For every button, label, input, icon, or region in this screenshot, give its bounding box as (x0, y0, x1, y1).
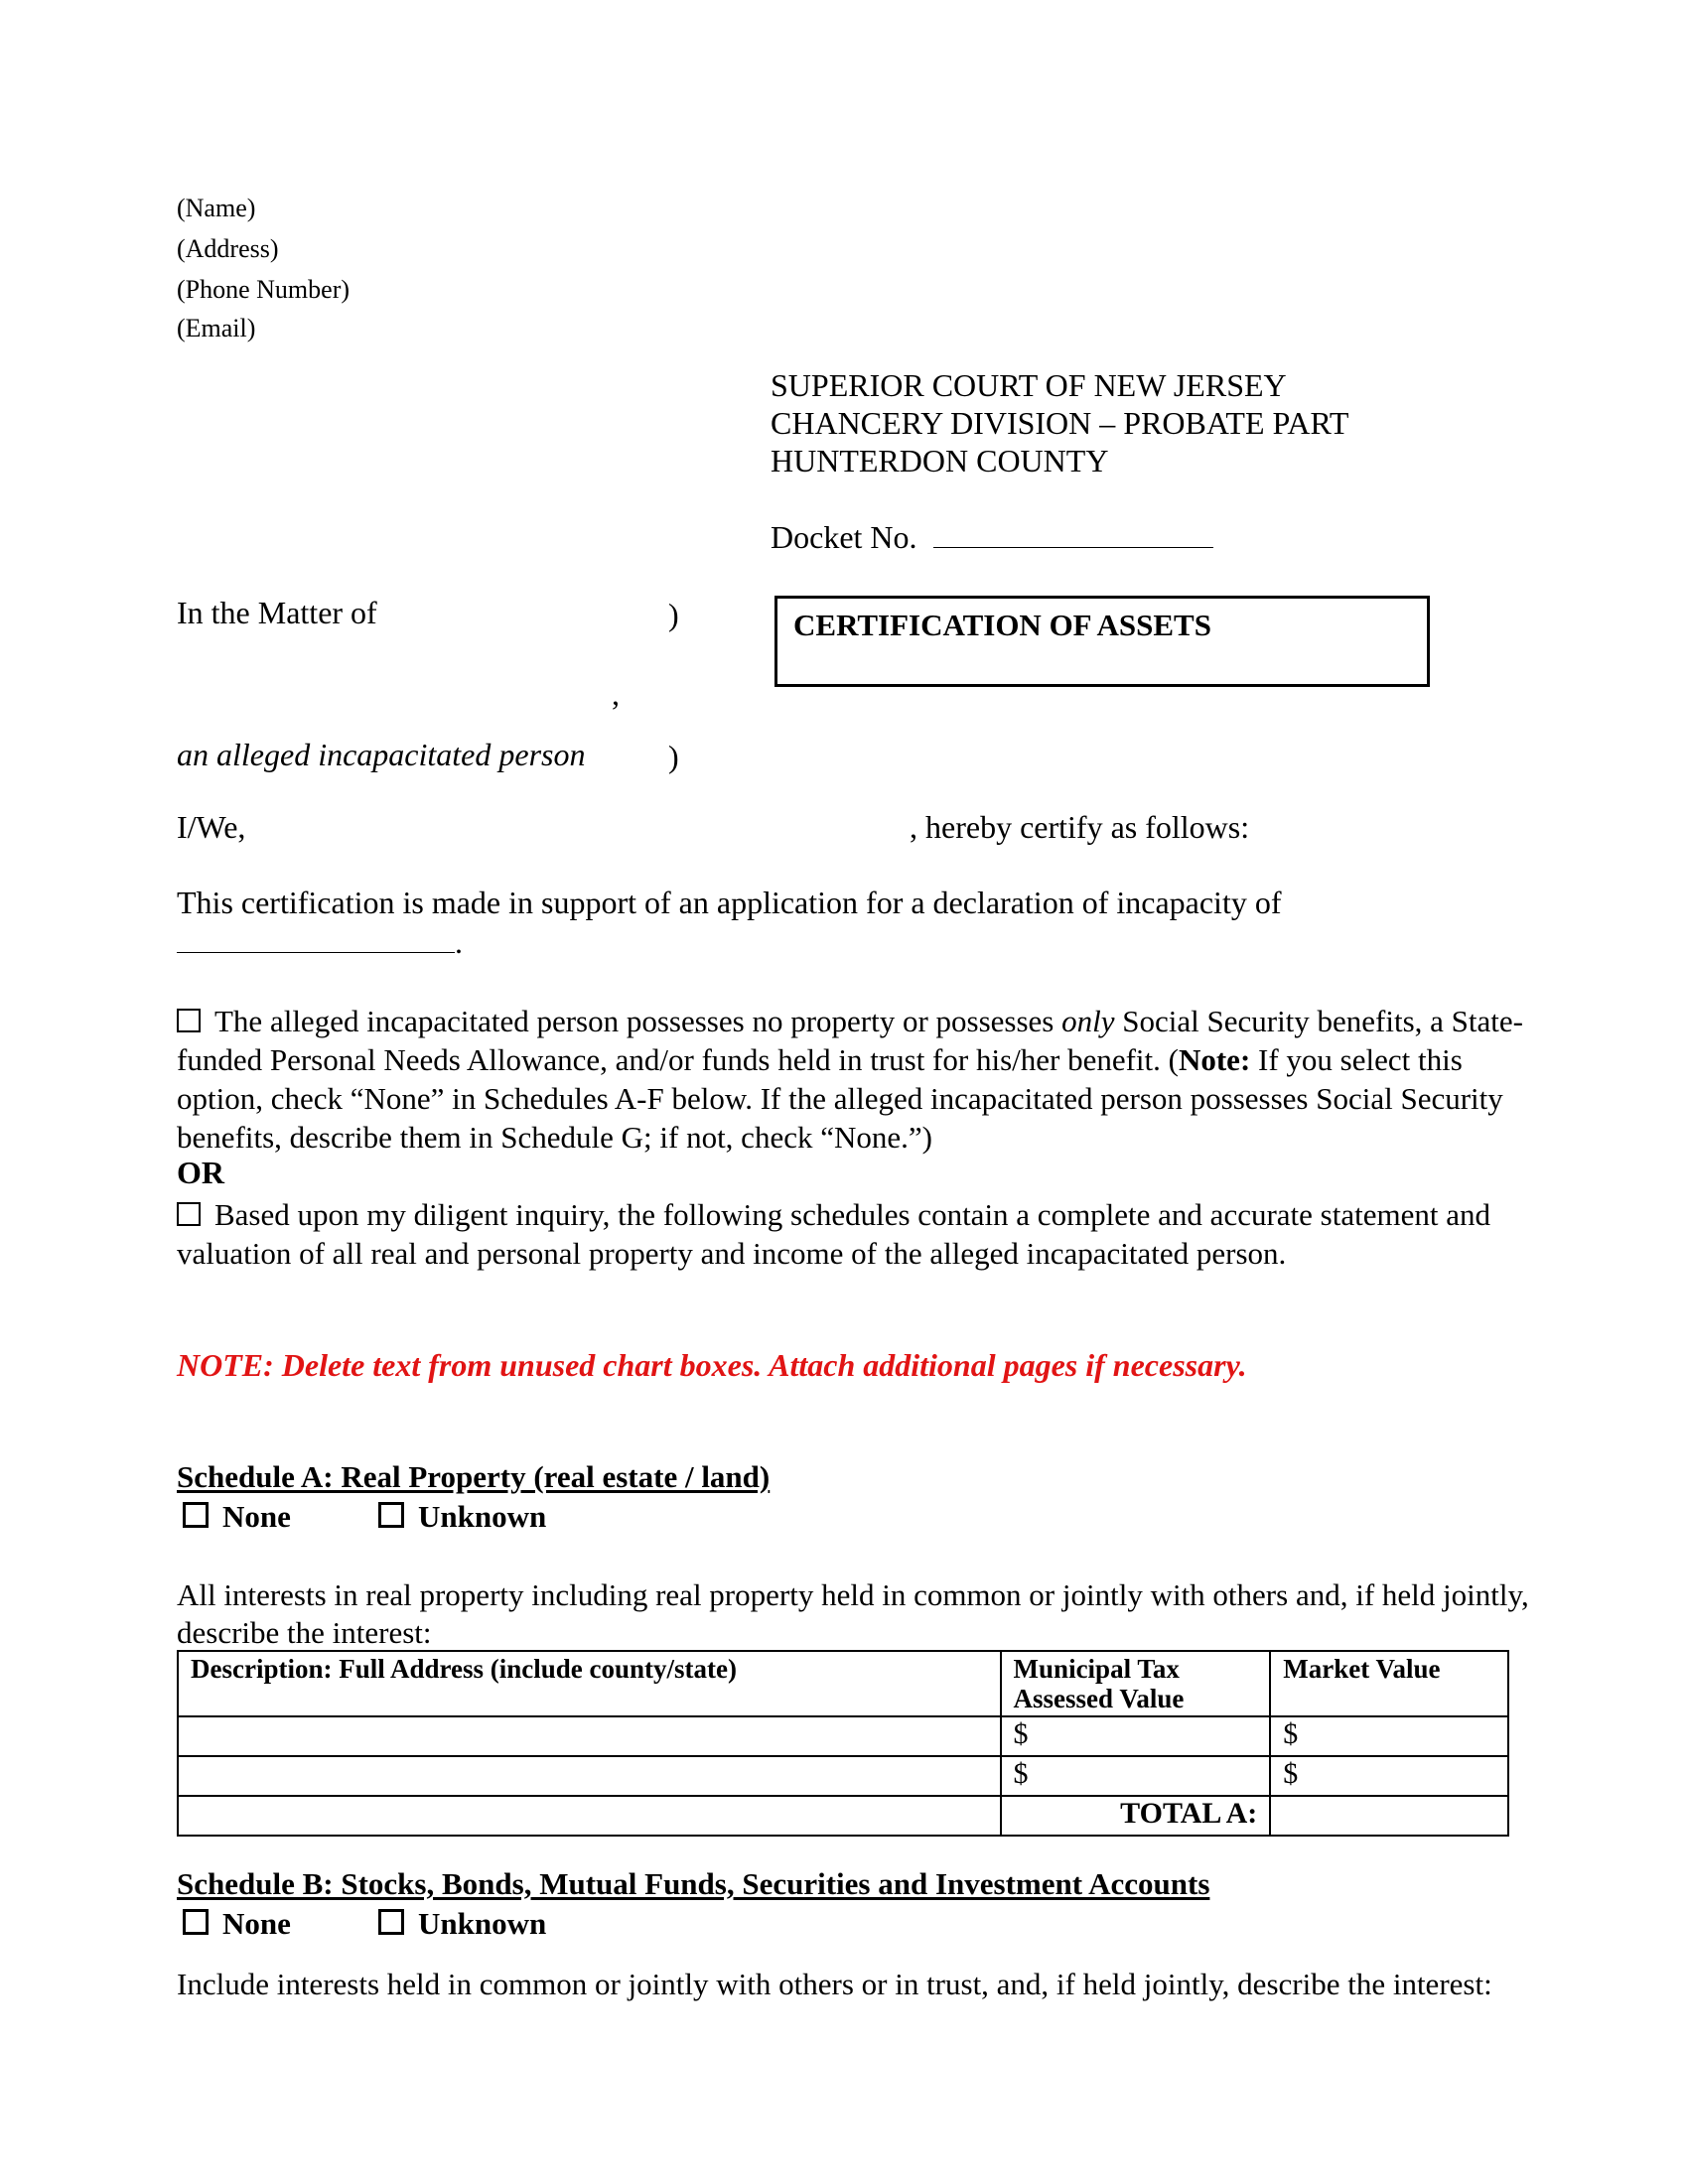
market-value-cell[interactable]: $ (1270, 1716, 1508, 1756)
email-placeholder: (Email) (177, 314, 256, 342)
total-a-label: TOTAL A: (1001, 1796, 1271, 1836)
schedule-a-unknown-label: Unknown (418, 1499, 547, 1534)
col-description-header: Description: Full Address (include county/state) (178, 1651, 1001, 1716)
schedule-a-total-row (178, 1796, 1508, 1836)
table-row (178, 1716, 1508, 1756)
schedule-b-none-option[interactable] (183, 1905, 291, 1943)
docket-number-field[interactable] (933, 547, 1213, 548)
schedule-a-none-label: None (222, 1499, 291, 1534)
schedule-a-none-checkbox[interactable] (183, 1502, 209, 1528)
schedule-b-title: Schedule B: Stocks, Bonds, Mutual Funds, Securities and Investment Accounts (177, 1866, 1210, 1901)
tax-assessed-cell[interactable]: $ (1001, 1716, 1271, 1756)
schedule-b-unknown-option[interactable] (378, 1905, 546, 1943)
option-none-paragraph (177, 1002, 1547, 1157)
total-empty-cell (178, 1796, 1001, 1836)
hereby-certify-text: , hereby certify as follows: (910, 809, 1250, 845)
schedule-b-none-label: None (222, 1906, 291, 1941)
name-placeholder: (Name) (177, 194, 256, 222)
docket-label: Docket No. (771, 519, 917, 555)
col-market-value-header: Market Value (1270, 1651, 1508, 1716)
docket-number-row (771, 518, 1213, 556)
option-none-checkbox[interactable] (177, 1009, 201, 1032)
address-placeholder: (Address) (177, 234, 279, 263)
court-county: HUNTERDON COUNTY (771, 443, 1109, 478)
schedule-b-intro: Include interests held in common or jointly with others or in trust, and, if held jointly, describe the interest: (177, 1967, 1492, 2001)
option-none-text-1: The alleged incapacitated person possesses no property or possesses (214, 1004, 1062, 1038)
red-note: NOTE: Delete text from unused chart boxes. Attach additional pages if necessary. (177, 1347, 1247, 1383)
document-title-box (774, 596, 1430, 687)
caption-paren-1: ) (668, 597, 679, 632)
schedule-a-none-option[interactable] (183, 1498, 291, 1536)
market-value-cell[interactable]: $ (1270, 1756, 1508, 1796)
schedule-a-unknown-option[interactable] (378, 1498, 546, 1536)
caption-paren-2: ) (668, 739, 679, 774)
col-tax-assessed-header: Municipal Tax Assessed Value (1001, 1651, 1271, 1716)
option-none-note-label: Note: (1178, 1042, 1251, 1077)
option-none-only: only (1061, 1004, 1115, 1038)
in-the-matter-label: In the Matter of (177, 595, 377, 630)
option-schedules-checkbox[interactable] (177, 1202, 201, 1226)
schedule-a-unknown-checkbox[interactable] (378, 1502, 404, 1528)
document-title: CERTIFICATION OF ASSETS (793, 608, 1211, 642)
schedule-a-title: Schedule A: Real Property (real estate / land) (177, 1459, 771, 1494)
or-label: OR (177, 1155, 224, 1190)
option-none-text-2: Social Security benefits, a State-funded Personal Needs Allowance, and/or funds held in trust for his/her benefit. ( (177, 1004, 1523, 1077)
court-division: CHANCERY DIVISION – PROBATE PART (771, 405, 1349, 441)
support-statement: This certification is made in support of an application for a declaration of incapacity of (177, 885, 1282, 920)
support-period: . (455, 924, 463, 960)
table-row (178, 1756, 1508, 1796)
schedule-a-table (177, 1650, 1509, 1837)
description-cell[interactable] (178, 1756, 1001, 1796)
tax-assessed-cell[interactable]: $ (1001, 1756, 1271, 1796)
caption-comma: , (612, 676, 620, 712)
description-cell[interactable] (178, 1716, 1001, 1756)
schedule-a-header-row (178, 1651, 1508, 1716)
schedule-b-unknown-checkbox[interactable] (378, 1909, 404, 1935)
iwe-label: I/We, (177, 809, 246, 845)
schedule-b-unknown-label: Unknown (418, 1906, 547, 1941)
court-name: SUPERIOR COURT OF NEW JERSEY (771, 367, 1287, 403)
option-schedules-text: Based upon my diligent inquiry, the following schedules contain a complete and accurate statement and valuation of all real and personal property and income of the alleged incapacitated person. (177, 1197, 1490, 1271)
option-schedules-paragraph (177, 1195, 1547, 1273)
option-none-text-3: If you select this option, check “None” in Schedules A-F below. If the alleged incapacitated person possesses Social Security benefits, describe them in Schedule G; if not, check “None.”) (177, 1042, 1503, 1155)
alleged-incapacitated-label: an alleged incapacitated person (177, 737, 586, 772)
incapacitated-name-row (177, 923, 463, 961)
incapacitated-name-field[interactable] (177, 952, 455, 953)
total-a-value-cell[interactable] (1270, 1796, 1508, 1836)
schedule-b-none-checkbox[interactable] (183, 1909, 209, 1935)
phone-placeholder: (Phone Number) (177, 275, 351, 304)
schedule-a-intro: All interests in real property including real property held in common or jointly with others and, if held jointly, describe the interest: (177, 1577, 1529, 1650)
